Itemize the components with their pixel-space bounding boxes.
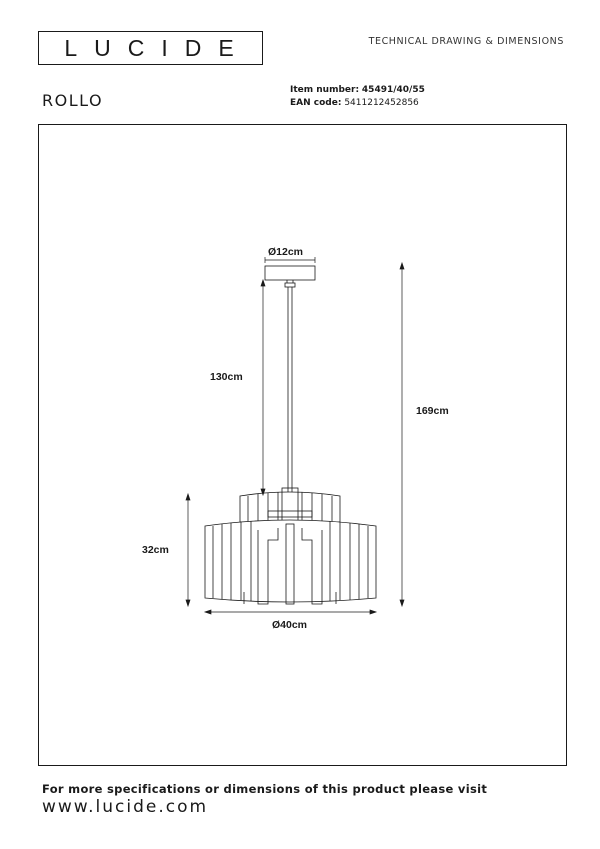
website-link[interactable]: www.lucide.com [42,797,209,817]
item-number-value: 45491/40/55 [361,85,425,95]
shade-height-label: 32cm [142,544,169,556]
shade-diameter-label: Ø40cm [272,619,308,631]
ean-label: EAN code: [290,98,342,108]
ean-value: 5411212452856 [344,98,419,108]
cable-length-label: 130cm [210,371,243,383]
total-height-label: 169cm [416,405,449,417]
document-type: TECHNICAL DRAWING & DIMENSIONS [368,36,564,47]
item-number-label: Item number: [290,85,360,95]
canopy-shape [265,266,315,280]
canopy-diameter-label: Ø12cm [268,246,304,258]
logo-text: LUCIDE [64,34,251,61]
product-name: ROLLO [42,91,104,110]
footer-info: For more specifications or dimensions of this product please visit [42,782,488,796]
